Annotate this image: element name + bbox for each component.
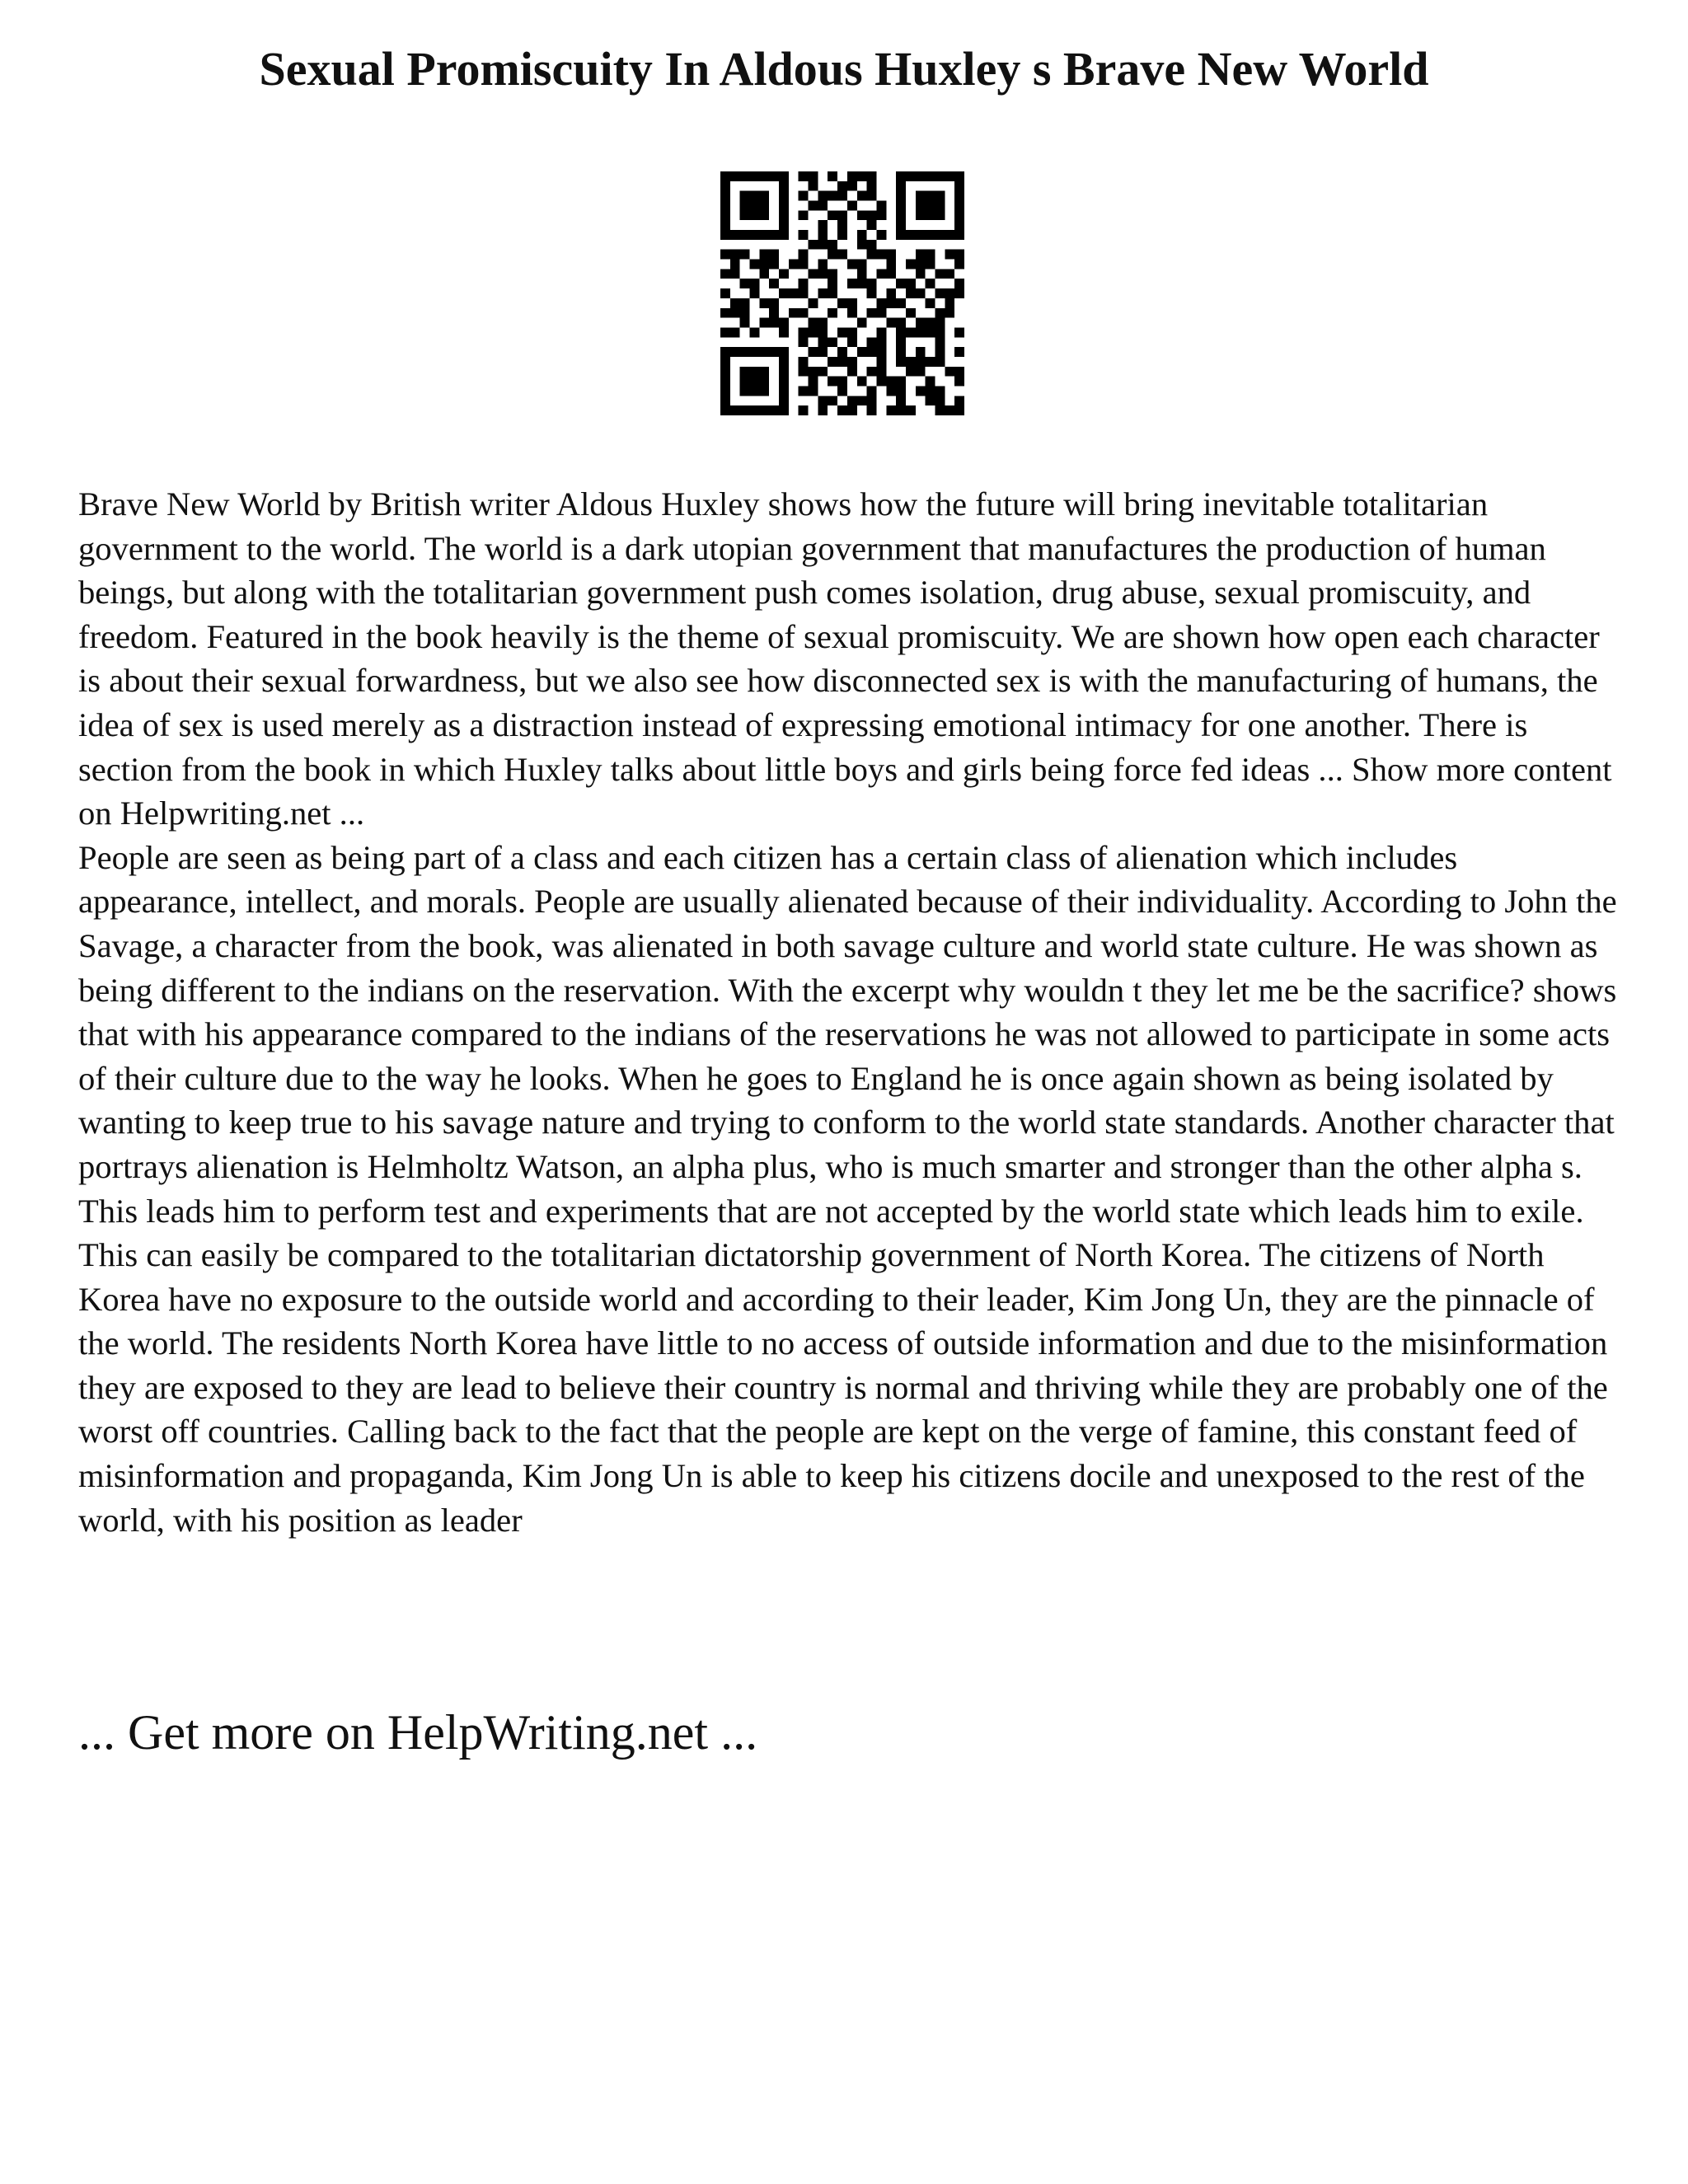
article-paragraph: People are seen as being part of a class and each citizen has a certain class of alienation which includes appearance, intellect, and morals. People are usually alienated because of their individuality. According to John the Savage, a character from the book, was alienated in both savage culture and world state culture. He was shown as being different to the indians on the reservation. With the excerpt why wouldn t they let me be the sacrifice? shows that with his appearance compared to the indians of the reservations he was not allowed to participate in some acts of their culture due to the way he looks. When he goes to England he is once again shown as being isolated by wanting to keep true to his savage nature and trying to conform to the world state standards. Another character that portrays alienation is Helmholtz Watson, an alpha plus, who is much smarter and stronger than the other alpha s. This leads him to perform test and experiments that are not accepted by the world state which leads him to exile. This can easily be compared to the totalitarian dictatorship government of North Korea. The citizens of North Korea have no exposure to the outside world and according to their leader, Kim Jong Un, they are the pinnacle of the world. The residents North Korea have little to no access of outside information and due to the misinformation they are exposed to they are lead to believe their country is normal and thriving while they are probably one of the worst off countries. Calling back to the fact that the people are kept on the verge of famine, this constant feed of misinformation and propaganda, Kim Jong Un is able to keep his citizens docile and unexposed to the rest of the world, with his position as leader	[78, 838, 1617, 1539]
article-body	[78, 482, 1620, 1542]
qr-code-icon	[720, 171, 964, 415]
get-more-link[interactable]: ... Get more on HelpWriting.net ...	[78, 1705, 758, 1760]
page-title: Sexual Promiscuity In Aldous Huxley s Brave New World	[259, 42, 1429, 96]
article-paragraph: Brave New World by British writer Aldous Huxley shows how the future will bring inevitable totalitarian government to the world. The world is a dark utopian government that manufactures the production of human beings, but along with the totalitarian government push comes isolation, drug abuse, sexual promiscuity, and freedom. Featured in the book heavily is the theme of sexual promiscuity. We are shown how open each character is about their sexual forwardness, but we also see how disconnected sex is with the manufacturing of humans, the idea of sex is used merely as a distraction instead of expressing emotional intimacy for one another. There is section from the book in which Huxley talks about little boys and girls being force fed ideas ... Show more content on Helpwriting.net ...	[78, 485, 1612, 832]
